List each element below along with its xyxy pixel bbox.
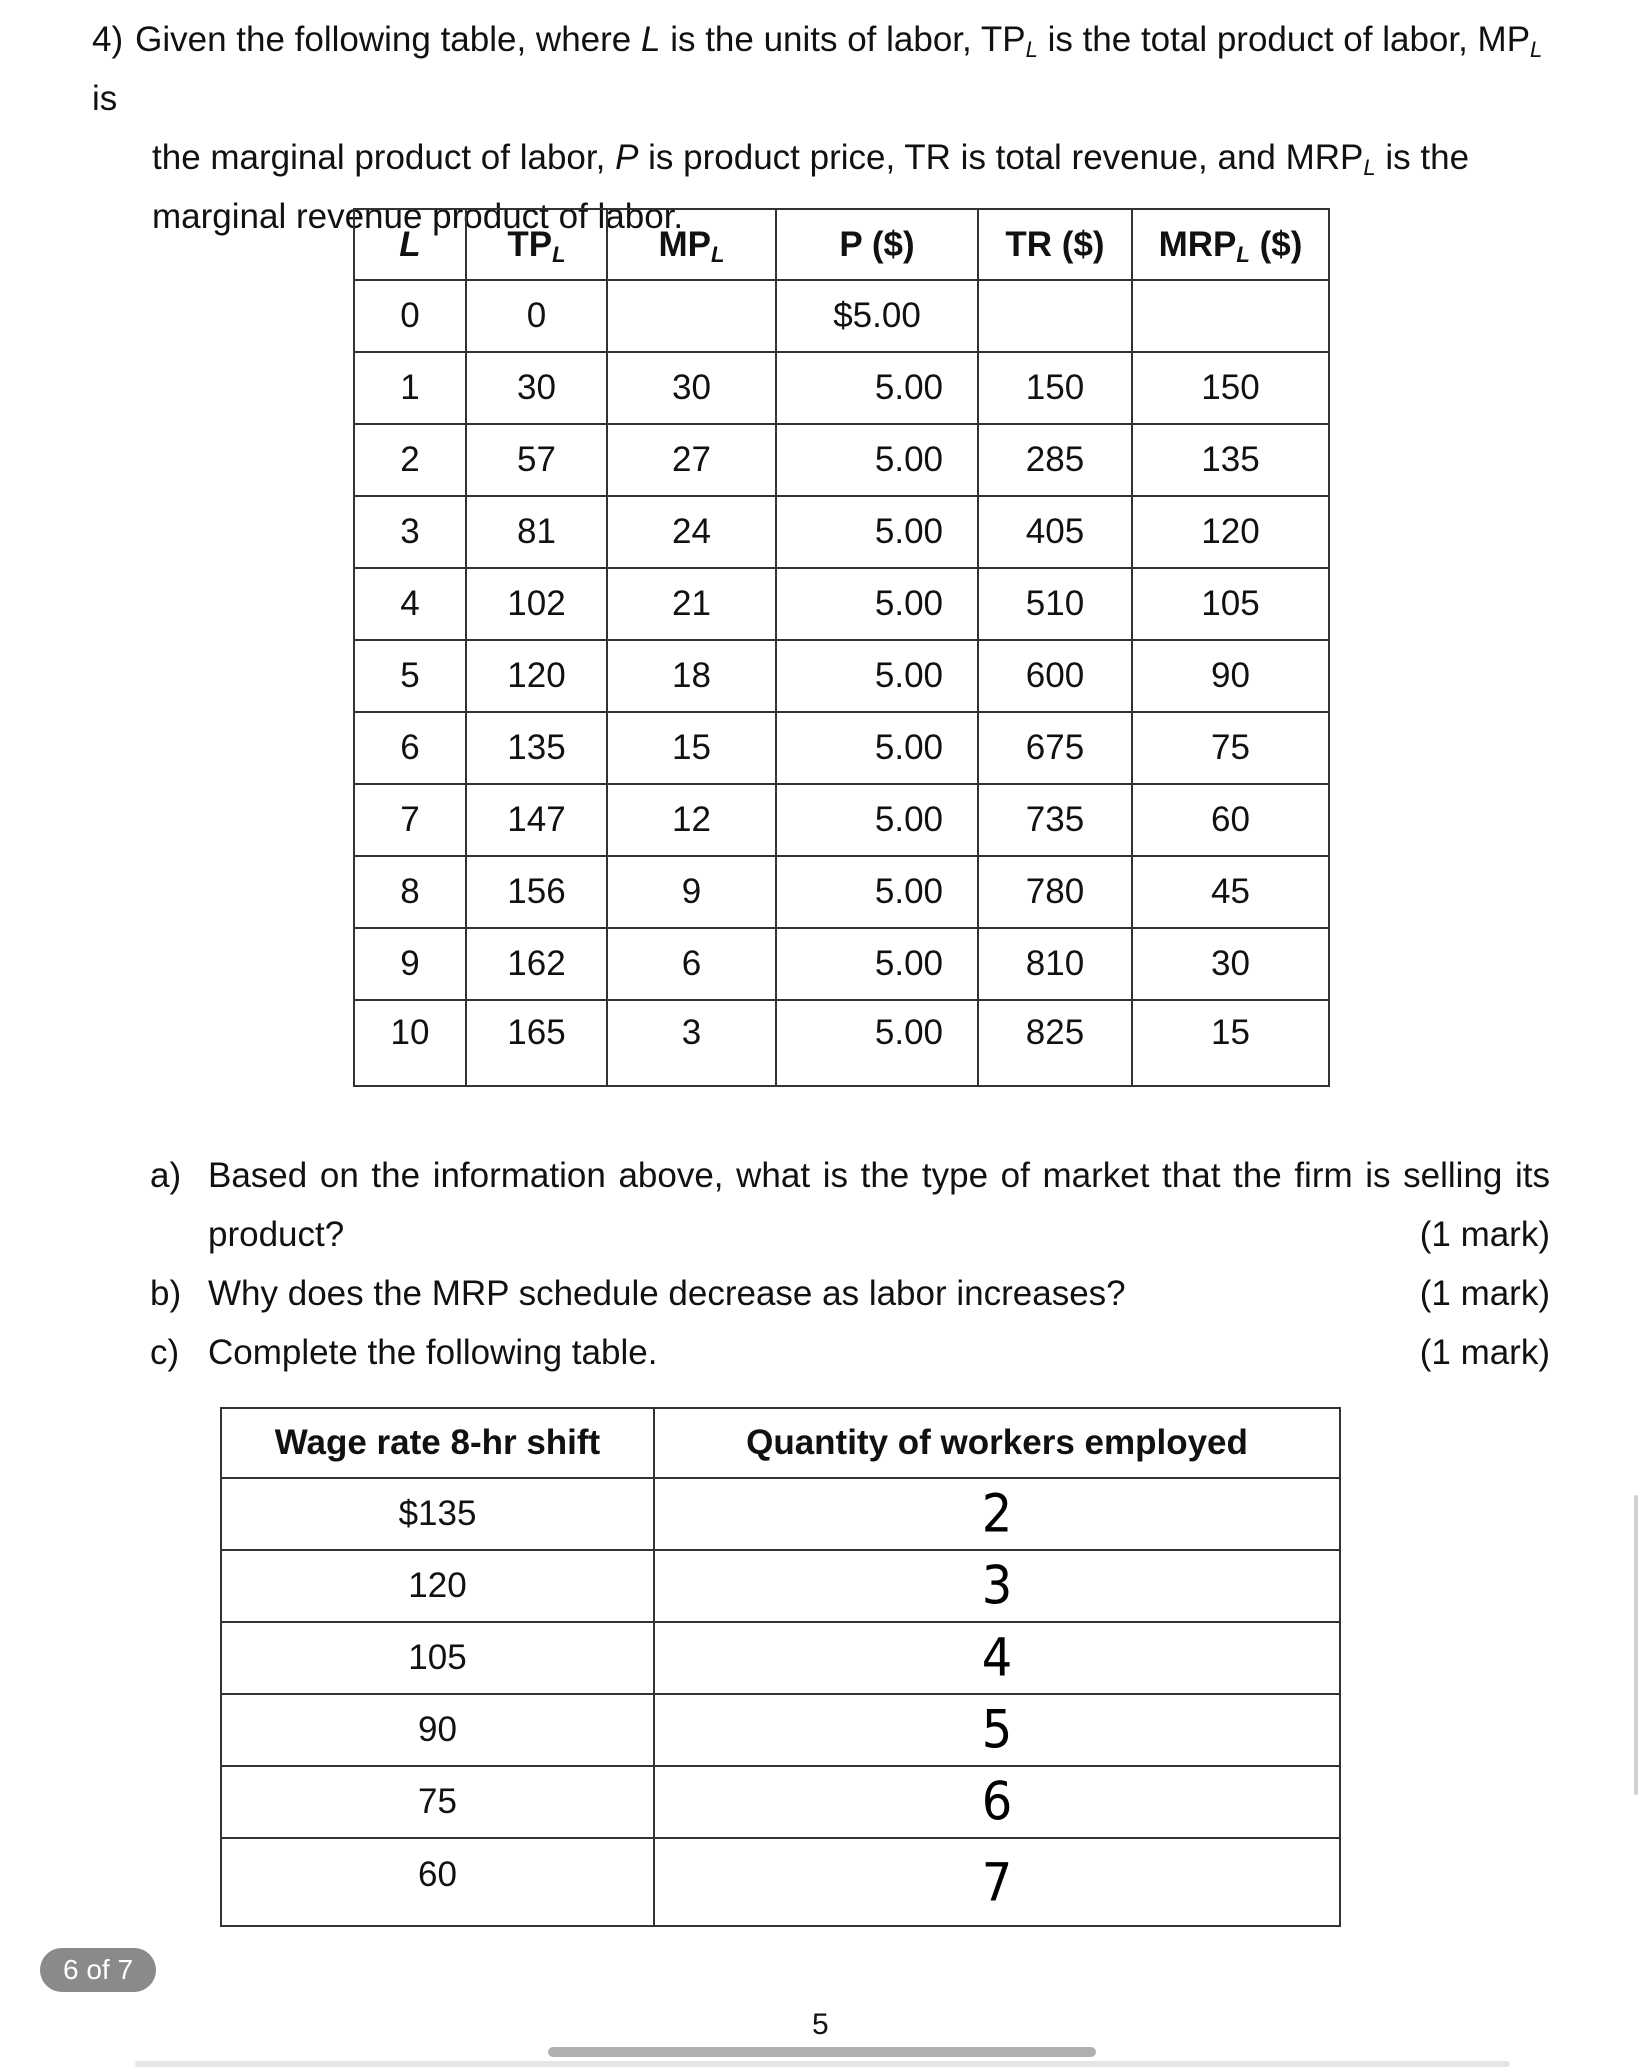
handwritten-answer: 2 xyxy=(981,1483,1013,1545)
part-c: c) Complete the following table. (1 mark) xyxy=(150,1323,1550,1382)
cell-price: 5.00 xyxy=(776,856,978,928)
cell-tp: 162 xyxy=(466,928,607,1000)
cell-tr: 510 xyxy=(978,568,1132,640)
cell-tp: 0 xyxy=(466,280,607,352)
cell-mrp: 45 xyxy=(1132,856,1329,928)
cell-mp: 24 xyxy=(607,496,776,568)
cell-tp: 165 xyxy=(466,1000,607,1086)
cell-mp: 30 xyxy=(607,352,776,424)
part-a-text-continued: product? xyxy=(208,1215,345,1254)
question-number: 4) xyxy=(92,20,124,59)
cell-mrp: 60 xyxy=(1132,784,1329,856)
header-total-revenue: TR ($) xyxy=(978,209,1132,280)
cell-tr: 675 xyxy=(978,712,1132,784)
cell-mp: 15 xyxy=(607,712,776,784)
cell-tr: 600 xyxy=(978,640,1132,712)
cell-tr: 285 xyxy=(978,424,1132,496)
page-indicator-badge: 6 of 7 xyxy=(40,1948,156,1992)
cell-tp: 147 xyxy=(466,784,607,856)
cell-quantity xyxy=(654,1622,1340,1694)
cell-mp xyxy=(607,280,776,352)
cell-price: 5.00 xyxy=(776,712,978,784)
table-row xyxy=(354,640,1329,712)
handwritten-answer: 6 xyxy=(981,1771,1013,1833)
cell-price: 5.00 xyxy=(776,784,978,856)
handwritten-answer: 7 xyxy=(981,1852,1013,1914)
table-row xyxy=(354,928,1329,1000)
cell-wage: 105 xyxy=(221,1622,654,1694)
cell-price: 5.00 xyxy=(776,928,978,1000)
part-b-marks: (1 mark) xyxy=(1419,1274,1550,1313)
cell-l: 1 xyxy=(354,352,466,424)
labor-table xyxy=(353,208,1330,1087)
handwritten-answer: 4 xyxy=(981,1627,1013,1689)
cell-mp: 9 xyxy=(607,856,776,928)
cell-tr: 810 xyxy=(978,928,1132,1000)
cell-tp: 135 xyxy=(466,712,607,784)
question-continuation: the marginal product of labor, P is product price, TR is total revenue, and $MRP_L$ is the marginal revenue product of labor. xyxy=(152,138,1470,236)
cell-price: 5.00 xyxy=(776,568,978,640)
cell-l: 3 xyxy=(354,496,466,568)
cell-l: 9 xyxy=(354,928,466,1000)
table-row xyxy=(221,1550,1340,1622)
cell-tr: 735 xyxy=(978,784,1132,856)
header-quantity-workers: Quantity of workers employed xyxy=(654,1408,1340,1478)
cell-price: 5.00 xyxy=(776,1000,978,1086)
question-line-1: 4) Given the following table, where L is the units of labor, $TP_L$ is the total product of labor, $MP_L$ is xyxy=(92,20,1543,118)
cell-mrp: 105 xyxy=(1132,568,1329,640)
table-row xyxy=(354,280,1329,352)
cell-mp: 12 xyxy=(607,784,776,856)
header-total-product: $TP_L$ xyxy=(466,209,607,280)
cell-tp: 156 xyxy=(466,856,607,928)
cell-wage: 60 xyxy=(221,1838,654,1926)
vertical-scrollbar[interactable] xyxy=(1634,1495,1638,1795)
part-a-marks: (1 mark) xyxy=(1419,1215,1550,1254)
part-a: a) Based on the information above, what is the type of market that the firm is selling its product? (1 mark) xyxy=(150,1146,1550,1264)
cell-tp: 30 xyxy=(466,352,607,424)
part-c-marks: (1 mark) xyxy=(1419,1333,1550,1372)
cell-tr: 405 xyxy=(978,496,1132,568)
cell-price: 5.00 xyxy=(776,424,978,496)
cell-mrp xyxy=(1132,280,1329,352)
table-header-row xyxy=(354,209,1329,280)
wage-table xyxy=(220,1407,1341,1927)
table-row xyxy=(221,1478,1340,1550)
header-marginal-product: $MP_L$ xyxy=(607,209,776,280)
header-wage-rate: Wage rate 8-hr shift xyxy=(221,1408,654,1478)
cell-mrp: 90 xyxy=(1132,640,1329,712)
cell-price: 5.00 xyxy=(776,352,978,424)
part-b-text: Why does the MRP schedule decrease as labor increases? xyxy=(208,1274,1126,1313)
table-row xyxy=(354,424,1329,496)
part-b: b) Why does the MRP schedule decrease as labor increases? (1 mark) xyxy=(150,1264,1550,1323)
cell-mp: 27 xyxy=(607,424,776,496)
cell-quantity xyxy=(654,1694,1340,1766)
table-row xyxy=(221,1694,1340,1766)
cell-tp: 57 xyxy=(466,424,607,496)
cell-tp: 81 xyxy=(466,496,607,568)
cell-l: 2 xyxy=(354,424,466,496)
cell-l: 4 xyxy=(354,568,466,640)
cell-price: 5.00 xyxy=(776,496,978,568)
part-c-text: Complete the following table. xyxy=(208,1333,658,1372)
cell-mp: 18 xyxy=(607,640,776,712)
cell-l: 8 xyxy=(354,856,466,928)
cell-quantity xyxy=(654,1550,1340,1622)
cell-mrp: 120 xyxy=(1132,496,1329,568)
cell-tp: 120 xyxy=(466,640,607,712)
cell-quantity xyxy=(654,1766,1340,1838)
cell-quantity xyxy=(654,1478,1340,1550)
cell-mp: 6 xyxy=(607,928,776,1000)
cell-mp: 21 xyxy=(607,568,776,640)
table-row xyxy=(354,784,1329,856)
table-row xyxy=(221,1838,1340,1926)
header-labor: L xyxy=(354,209,466,280)
horizontal-scrollbar-thumb[interactable] xyxy=(548,2047,1096,2057)
cell-wage: 75 xyxy=(221,1766,654,1838)
cell-l: 0 xyxy=(354,280,466,352)
cell-l: 7 xyxy=(354,784,466,856)
table-row xyxy=(354,1000,1329,1086)
cell-mp: 3 xyxy=(607,1000,776,1086)
cell-quantity xyxy=(654,1838,1340,1926)
table-row xyxy=(354,568,1329,640)
page-number: 5 xyxy=(812,2008,829,2041)
table-row xyxy=(354,352,1329,424)
cell-mrp: 135 xyxy=(1132,424,1329,496)
table-row xyxy=(354,712,1329,784)
cell-price: $5.00 xyxy=(776,280,978,352)
header-price: P ($) xyxy=(776,209,978,280)
cell-tr: 825 xyxy=(978,1000,1132,1086)
cell-l: 6 xyxy=(354,712,466,784)
cell-mrp: 30 xyxy=(1132,928,1329,1000)
cell-tr: 150 xyxy=(978,352,1132,424)
cell-mrp: 150 xyxy=(1132,352,1329,424)
handwritten-answer: 3 xyxy=(981,1555,1013,1617)
cell-mrp: 15 xyxy=(1132,1000,1329,1086)
part-a-text: Based on the information above, what is the type of market that the firm is selling its xyxy=(208,1156,1550,1195)
cell-tr xyxy=(978,280,1132,352)
cell-l: 5 xyxy=(354,640,466,712)
horizontal-scroll-track[interactable] xyxy=(135,2061,1510,2067)
header-mrp: $MRP_L$ ($) xyxy=(1132,209,1329,280)
cell-l: 10 xyxy=(354,1000,466,1086)
table-row xyxy=(221,1622,1340,1694)
table-row xyxy=(221,1766,1340,1838)
table-header-row xyxy=(221,1408,1340,1478)
cell-mrp: 75 xyxy=(1132,712,1329,784)
cell-wage: $135 xyxy=(221,1478,654,1550)
cell-tr: 780 xyxy=(978,856,1132,928)
cell-price: 5.00 xyxy=(776,640,978,712)
handwritten-answer: 5 xyxy=(981,1699,1013,1761)
cell-wage: 120 xyxy=(221,1550,654,1622)
cell-wage: 90 xyxy=(221,1694,654,1766)
cell-tp: 102 xyxy=(466,568,607,640)
table-row xyxy=(354,496,1329,568)
table-row xyxy=(354,856,1329,928)
sub-questions xyxy=(150,1146,1550,1382)
